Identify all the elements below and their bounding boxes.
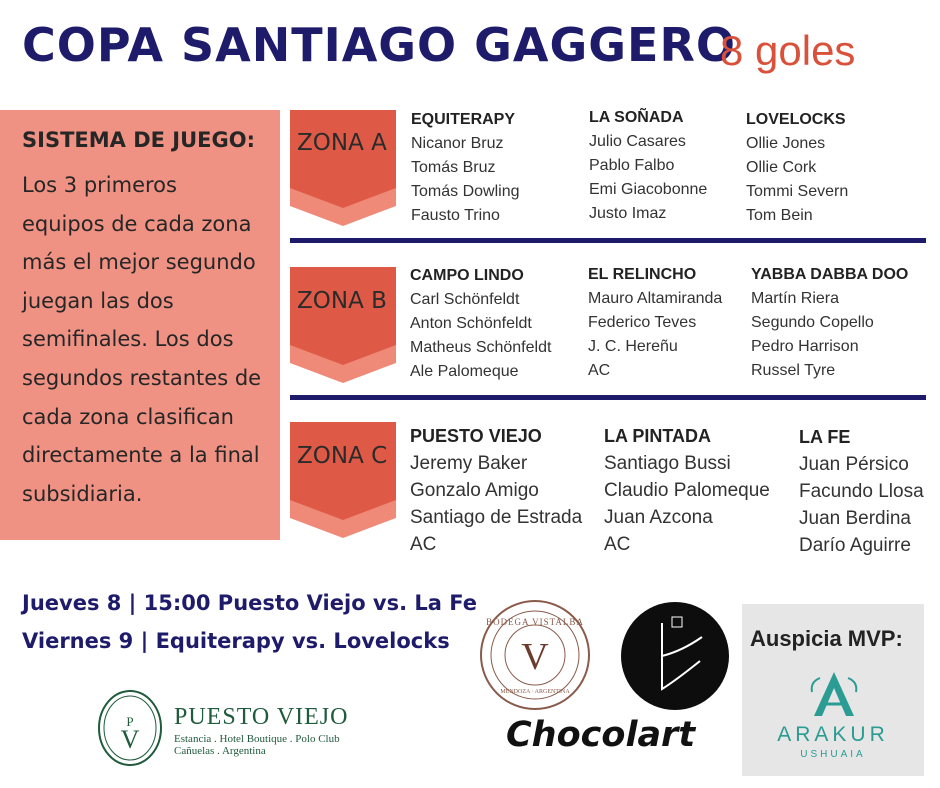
player-name: Juan Berdina <box>799 508 911 529</box>
page-subtitle: 8 goles <box>720 27 856 74</box>
zone-divider <box>290 238 926 243</box>
player-name: Ale Palomeque <box>410 363 519 380</box>
team-card <box>410 264 551 384</box>
player-name: Ollie Cork <box>746 159 817 176</box>
player-name: AC <box>410 534 437 555</box>
rules-line: cada zona clasifican <box>22 404 234 429</box>
team-name: LA FE <box>799 427 851 447</box>
zone-b-badge <box>290 267 396 383</box>
team-name: CAMPO LINDO <box>410 267 524 284</box>
player-name: Facundo Llosa <box>799 481 924 502</box>
player-name: Russel Tyre <box>751 362 836 379</box>
player-name: Martín Riera <box>751 290 840 307</box>
player-name: Federico Teves <box>588 314 697 331</box>
player-name: Tommi Severn <box>746 183 849 200</box>
zone-b-label: ZONA B <box>297 288 387 314</box>
rules-line: equipos de cada zona <box>22 211 252 236</box>
zone-a-label: ZONA A <box>297 130 387 156</box>
rules-line: juegan las dos <box>22 288 174 313</box>
arakur-logo-sub: USHUAIA <box>800 749 866 760</box>
player-name: Santiago Bussi <box>604 453 731 474</box>
rules-line: más el mejor segundo <box>22 250 256 275</box>
player-name: Matheus Schönfeldt <box>410 339 552 356</box>
player-name: Justo Imaz <box>589 205 667 222</box>
match-line: Viernes 9 | Equiterapy vs. Lovelocks <box>22 629 450 653</box>
player-name: Tomás Dowling <box>411 183 520 200</box>
rules-line: semifinales. Los dos <box>22 327 234 352</box>
sponsor-title: Auspicia MVP: <box>750 626 903 651</box>
team-name: PUESTO VIEJO <box>410 426 542 446</box>
player-name: Nicanor Bruz <box>411 135 504 152</box>
team-name: EQUITERAPY <box>411 111 516 128</box>
lf-logo-icon <box>620 601 730 711</box>
svg-text:BODEGA VISTALBA: BODEGA VISTALBA <box>486 617 584 627</box>
arakur-logo-name: ARAKUR <box>777 723 889 746</box>
team-card <box>751 263 908 383</box>
puesto-viejo-logo-location: Cañuelas . Argentina <box>174 745 266 757</box>
team-card <box>589 106 707 226</box>
team-card <box>410 423 582 558</box>
player-name: Juan Azcona <box>604 507 713 528</box>
puesto-viejo-logo-name: PUESTO VIEJO <box>174 704 349 730</box>
rules-line: segundos restantes de <box>22 365 262 390</box>
pv-monogram-p: P <box>126 714 134 729</box>
zone-c-label: ZONA C <box>297 443 388 469</box>
team-card <box>604 423 770 558</box>
player-name: Ollie Jones <box>746 135 826 152</box>
zone-c-badge <box>290 422 396 538</box>
page-title: COPA SANTIAGO GAGGERO <box>22 18 736 72</box>
team-name: LA SOÑADA <box>589 109 684 126</box>
chocolart-logo-text: Chocolart <box>506 715 696 755</box>
player-name: Tomás Bruz <box>411 159 496 176</box>
team-name: EL RELINCHO <box>588 266 697 283</box>
player-name: Pedro Harrison <box>751 338 859 355</box>
team-card <box>411 108 519 228</box>
player-name: Julio Casares <box>589 133 686 150</box>
rules-line: directamente a la final <box>22 443 260 468</box>
team-name: LA PINTADA <box>604 426 711 446</box>
player-name: Pablo Falbo <box>589 157 675 174</box>
zone-divider <box>290 395 926 400</box>
player-name: Anton Schönfeldt <box>410 315 532 332</box>
arakur-mark-icon <box>806 668 862 720</box>
player-name: J. C. Hereñu <box>588 338 678 355</box>
player-name: Santiago de Estrada <box>410 507 583 528</box>
team-card <box>799 424 924 559</box>
rules-title: SISTEMA DE JUEGO: <box>22 128 255 152</box>
team-card <box>746 108 848 228</box>
player-name: Fausto Trino <box>411 207 500 224</box>
team-card <box>588 263 722 383</box>
player-name: Segundo Copello <box>751 314 874 331</box>
player-name: Carl Schönfeldt <box>410 291 520 308</box>
player-name: Mauro Altamiranda <box>588 290 723 307</box>
player-name: AC <box>604 534 631 555</box>
team-name: YABBA DABBA DOO <box>751 266 909 283</box>
svg-text:MENDOZA · ARGENTINA: MENDOZA · ARGENTINA <box>500 689 570 695</box>
player-name: Jeremy Baker <box>410 453 528 474</box>
zone-a-badge <box>290 110 396 226</box>
player-name: Tom Bein <box>746 207 813 224</box>
player-name: Emi Giacobonne <box>589 181 708 198</box>
pv-monogram-v: V <box>120 725 140 754</box>
svg-text:V: V <box>521 636 549 678</box>
rules-line: Los 3 primeros <box>22 173 177 197</box>
puesto-viejo-crest-icon <box>96 688 164 768</box>
puesto-viejo-logo-tagline: Estancia . Hotel Boutique . Polo Club <box>174 733 340 745</box>
rules-line: subsidiaria. <box>22 481 143 506</box>
team-name: LOVELOCKS <box>746 111 846 128</box>
player-name: Gonzalo Amigo <box>410 480 539 501</box>
player-name: AC <box>588 362 611 379</box>
player-name: Darío Aguirre <box>799 535 911 556</box>
player-name: Juan Pérsico <box>799 454 909 475</box>
rules-text <box>22 166 277 513</box>
match-line: Jueves 8 | 15:00 Puesto Viejo vs. La Fe <box>22 591 478 615</box>
player-name: Claudio Palomeque <box>604 480 770 501</box>
vistalba-logo-icon <box>479 599 591 711</box>
